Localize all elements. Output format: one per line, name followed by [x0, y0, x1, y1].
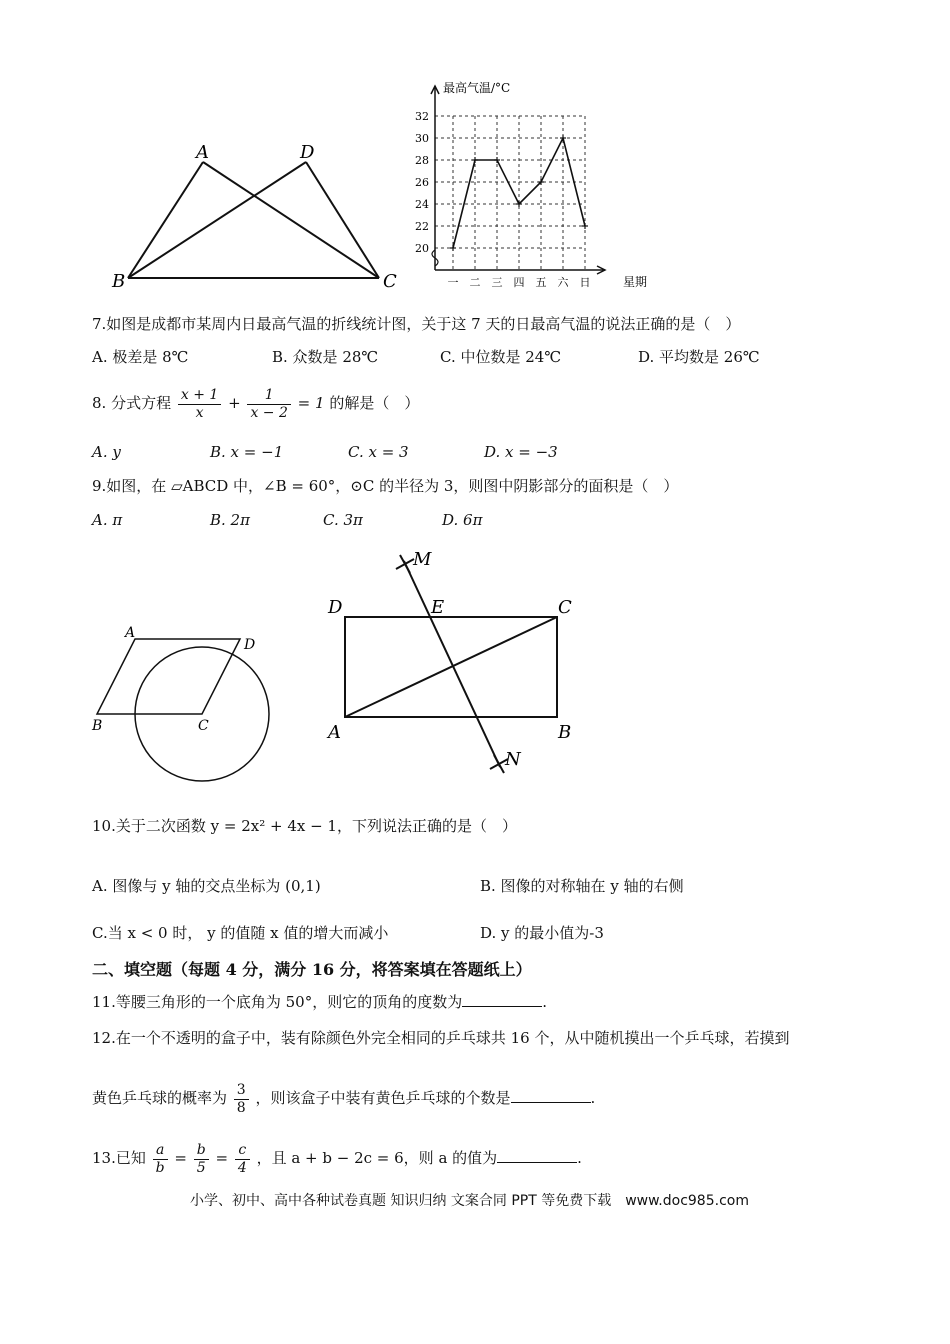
label-e: E [431, 597, 445, 618]
y-tick-label: 22 [415, 220, 429, 233]
q8-option-a: A. y [92, 443, 121, 461]
label-b: B [112, 271, 126, 292]
y-tick-label: 30 [415, 132, 429, 145]
label-a: A [328, 722, 341, 743]
label-d: D [244, 637, 256, 653]
q10-option-a: A. 图像与 y 轴的交点坐标为 (0,1) [92, 877, 321, 895]
q8-option-d: D. x = −3 [484, 443, 558, 461]
q9-option-a: A. π [92, 511, 123, 529]
data-point [494, 157, 500, 163]
label-a: A [196, 142, 209, 163]
chart-xlabel: 星期 [623, 275, 648, 289]
q12-line2: 黄色乒乓球的概率为 $\frac{3}{8}$ ，则该盒子中装有黄色乒乓球的个数是 . [92, 1081, 596, 1116]
label-n: N [505, 749, 521, 770]
q13-fraction-2: $\frac{b}{5}$ [194, 1142, 209, 1177]
x-tick-label: 二 [469, 276, 481, 289]
y-tick-label: 26 [415, 176, 429, 189]
x-tick-label: 六 [557, 276, 569, 289]
q13: 13.已知 $\frac{a}{b}$ = $\frac{b}{5}$ = $\frac{c}{4}$ ，且 a + b − 2c = 6，则 a 的值为 . [92, 1141, 582, 1176]
q8-suffix: 的解是（ ） [329, 394, 420, 412]
q7-option-a: A. 极差是 8℃ [92, 348, 189, 366]
data-point [450, 245, 456, 251]
q12-line1: 12.在一个不透明的盒子中，装有除颜色外完全相同的乒乓球共 16 个，从中随机摸出一个乒乓球，若摸到 [92, 1029, 790, 1047]
x-tick-label: 三 [491, 276, 503, 289]
q8-option-c: C. x = 3 [348, 443, 409, 461]
data-point [582, 223, 588, 229]
q10-stem: 10.关于二次函数 y = 2x² + 4x − 1，下列说法正确的是（ ） [92, 817, 517, 835]
y-tick-label: 20 [415, 242, 429, 255]
rectangle-bisector-figure [320, 545, 590, 780]
q11: 11.等腰三角形的一个底角为 50°，则它的顶角的度数为 . [92, 993, 547, 1011]
q8-prefix: 8. 分式方程 [92, 394, 172, 412]
x-tick-label: 五 [535, 276, 547, 289]
y-tick-label: 28 [415, 154, 429, 167]
section-heading: 二、填空题（每题 4 分，满分 16 分，将答案填在答题纸上） [92, 960, 532, 979]
label-m: M [413, 549, 432, 570]
q7-stem: 7.如图是成都市某周内日最高气温的折线统计图，关于这 7 天的日最高气温的说法正确的是（ ） [92, 315, 741, 333]
q9-option-d: D. 6π [442, 511, 483, 529]
label-c: C [558, 597, 572, 618]
chart-ylabel: 最高气温/°C [443, 81, 511, 95]
label-b: B [558, 722, 572, 743]
label-b: B [92, 718, 103, 734]
parallelogram-circle-figure [85, 625, 285, 790]
y-tick-label: 32 [415, 110, 429, 123]
q10-option-b: B. 图像的对称轴在 y 轴的右侧 [480, 877, 684, 895]
answer-blank [462, 992, 542, 1007]
y-tick-label: 24 [415, 198, 429, 211]
data-point [560, 135, 566, 141]
q12-fraction: $\frac{3}{8}$ [234, 1082, 249, 1117]
q8-option-b: B. x = −1 [210, 443, 284, 461]
q8-stem: 8. 分式方程 $\frac{x + 1}{x}$ + $\frac{1}{x - 2}$ = 1 的解是（ ） [92, 386, 420, 421]
q10-option-c: C.当 x < 0 时， y 的值随 x 值的增大而减小 [92, 924, 389, 942]
q8-fraction-1: $\frac{x + 1}{x}$ [178, 387, 221, 422]
q7-option-c: C. 中位数是 24℃ [440, 348, 562, 366]
answer-blank [511, 1088, 591, 1103]
footer-text: 小学、初中、高中各种试卷真题 知识归纳 文案合同 PPT 等免费下载 www.doc985.com [190, 1193, 749, 1209]
q9-option-b: B. 2π [210, 511, 250, 529]
x-tick-label: 四 [513, 276, 525, 289]
x-tick-label: 日 [579, 276, 591, 289]
q7-option-b: B. 众数是 28℃ [272, 348, 379, 366]
temperature-line-chart [405, 78, 665, 293]
label-d: D [328, 597, 343, 618]
q9-stem: 9.如图，在 ▱ABCD 中，∠B = 60°，⊙C 的半径为 3，则图中阴影部分的面积是（ ） [92, 477, 679, 495]
answer-blank [497, 1148, 577, 1163]
q9-option-c: C. 3π [323, 511, 363, 529]
q8-fraction-2: $\frac{1}{x - 2}$ [247, 387, 290, 422]
label-c: C [383, 271, 397, 292]
q13-fraction-3: $\frac{c}{4}$ [235, 1142, 250, 1177]
q7-option-d: D. 平均数是 26℃ [638, 348, 760, 366]
label-d: D [300, 142, 315, 163]
triangles-figure [100, 135, 400, 295]
x-tick-label: 一 [447, 276, 459, 289]
q10-option-d: D. y 的最小值为-3 [480, 924, 604, 942]
label-c: C [198, 718, 209, 734]
data-point [472, 157, 478, 163]
label-a: A [125, 625, 136, 641]
q13-fraction-1: $\frac{a}{b}$ [153, 1142, 168, 1177]
